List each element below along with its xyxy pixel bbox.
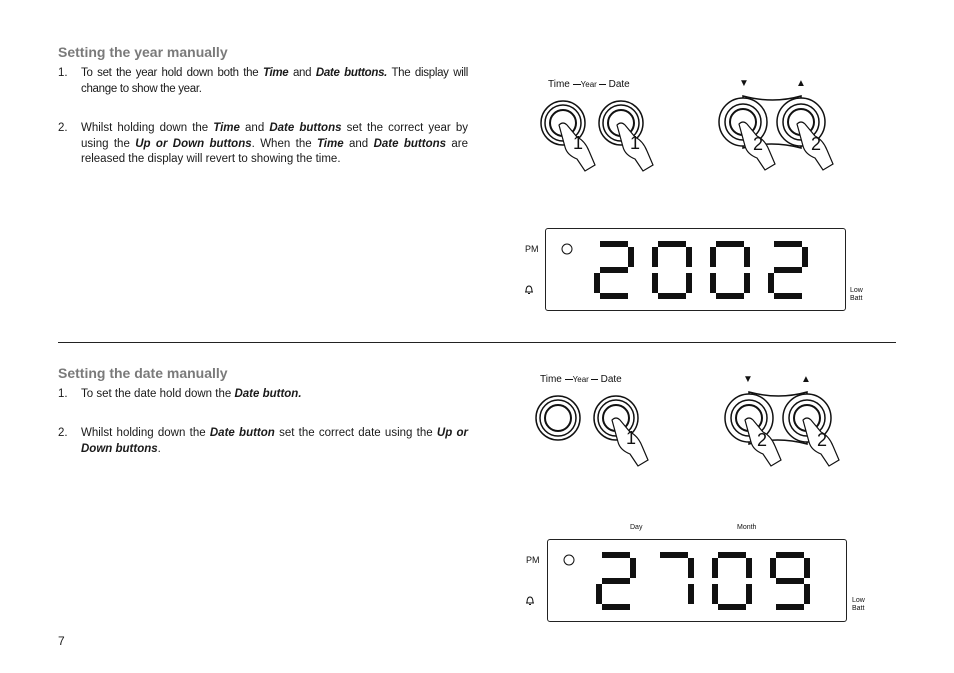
step-marker: 1 [630, 133, 641, 153]
lcd-display-year [545, 228, 846, 311]
lcd-segment [594, 273, 600, 293]
month-label: Month [737, 524, 757, 531]
lcd-segment [802, 247, 808, 267]
time-term: Time [262, 67, 289, 79]
time-date-buttons-illustration [535, 95, 675, 175]
lcd-segment [630, 558, 636, 578]
lcd-segment [744, 273, 750, 293]
lcd-segment [686, 247, 692, 267]
seven-segment-digits [554, 237, 834, 303]
step-number: 2. [58, 427, 68, 439]
time-date-buttons-illustration [530, 392, 670, 472]
digit-group [596, 552, 810, 610]
lcd-segment [774, 293, 802, 299]
lcd-segment [710, 247, 716, 267]
seven-segment-digits [556, 548, 836, 614]
lcd-digit [768, 241, 808, 299]
date-section-heading: Setting the date manually [58, 365, 228, 381]
low-batt-indicator: Low Batt [852, 597, 865, 612]
step-marker: 2 [753, 134, 764, 154]
lcd-segment [804, 584, 810, 604]
step-marker: 2 [817, 430, 828, 450]
lcd-segment [602, 604, 630, 610]
lcd-segment [688, 584, 694, 604]
lcd-digit [652, 241, 692, 299]
lcd-segment [600, 293, 628, 299]
step-marker: 2 [757, 430, 768, 450]
lcd-segment [776, 552, 804, 558]
lcd-digit [710, 241, 750, 299]
down-arrow-icon: ▼ [743, 374, 753, 385]
lcd-segment [712, 584, 718, 604]
indicator-dot [562, 244, 572, 254]
lcd-segment [600, 241, 628, 247]
lcd-segment [658, 293, 686, 299]
day-label: Day [630, 524, 643, 531]
lcd-segment [770, 558, 776, 578]
step-marker: 1 [573, 133, 584, 153]
lcd-segment [600, 267, 628, 273]
digit-group [594, 241, 808, 299]
year-section-heading: Setting the year manually [58, 44, 228, 60]
lcd-segment [774, 241, 802, 247]
date-step-2: 2. Whilst holding down the Date button set the correct date using the Up or Down buttons. [58, 427, 468, 455]
year-step-1: 1. To set the year hold down both the Time and Date buttons. The display will change to show the year. [58, 67, 468, 95]
indicator-dot [564, 555, 574, 565]
lcd-digit [712, 552, 752, 610]
lcd-segment [660, 552, 688, 558]
lcd-segment [776, 604, 804, 610]
lcd-segment [602, 578, 630, 584]
lcd-segment [686, 273, 692, 293]
low-batt-indicator: Low Batt [850, 287, 863, 302]
lcd-segment [658, 241, 686, 247]
step-marker: 2 [811, 134, 822, 154]
lcd-segment [712, 558, 718, 578]
lcd-segment [628, 247, 634, 267]
lcd-segment [718, 552, 746, 558]
step-number: 2. [58, 122, 68, 134]
lcd-segment [746, 584, 752, 604]
section-divider [58, 342, 896, 343]
lcd-segment [716, 241, 744, 247]
pm-indicator: PM [525, 244, 539, 254]
time-year-date-label: Time Year Date [540, 374, 622, 385]
lcd-segment [652, 273, 658, 293]
time-year-date-label: Time Year Date [548, 79, 630, 90]
lcd-display-date [547, 539, 847, 622]
lcd-segment [710, 273, 716, 293]
lcd-segment [746, 558, 752, 578]
up-arrow-icon: ▲ [796, 78, 806, 89]
lcd-segment [602, 552, 630, 558]
time-button[interactable] [536, 396, 580, 440]
lcd-segment [804, 558, 810, 578]
step-number: 1. [58, 388, 68, 400]
up-down-buttons-illustration [721, 388, 861, 468]
lcd-segment [744, 247, 750, 267]
year-step-2: 2. Whilst holding down the Time and Date buttons set the correct year by using the Up or Down buttons. When the Time and Date buttons are released the display will revert to showing the time. [58, 122, 469, 165]
up-down-buttons-illustration [715, 92, 855, 174]
lcd-segment [776, 578, 804, 584]
alarm-bell-icon [523, 283, 535, 295]
lcd-segment [688, 558, 694, 578]
alarm-bell-icon [524, 594, 536, 606]
lcd-segment [774, 267, 802, 273]
date-buttons-term: Date buttons. [315, 67, 388, 79]
lcd-digit [596, 552, 636, 610]
date-step-1: 1. To set the date hold down the Date button. [58, 387, 468, 403]
lcd-segment [718, 604, 746, 610]
lcd-digit [594, 241, 634, 299]
step-number: 1. [58, 67, 68, 79]
page-number: 7 [58, 634, 65, 648]
step-marker: 1 [626, 428, 637, 448]
lcd-digit [770, 552, 810, 610]
down-arrow-icon: ▼ [739, 78, 749, 89]
lcd-segment [652, 247, 658, 267]
up-arrow-icon: ▲ [801, 374, 811, 385]
lcd-segment [768, 273, 774, 293]
pm-indicator: PM [526, 555, 540, 565]
lcd-digit [660, 552, 694, 604]
lcd-segment [596, 584, 602, 604]
lcd-segment [716, 293, 744, 299]
